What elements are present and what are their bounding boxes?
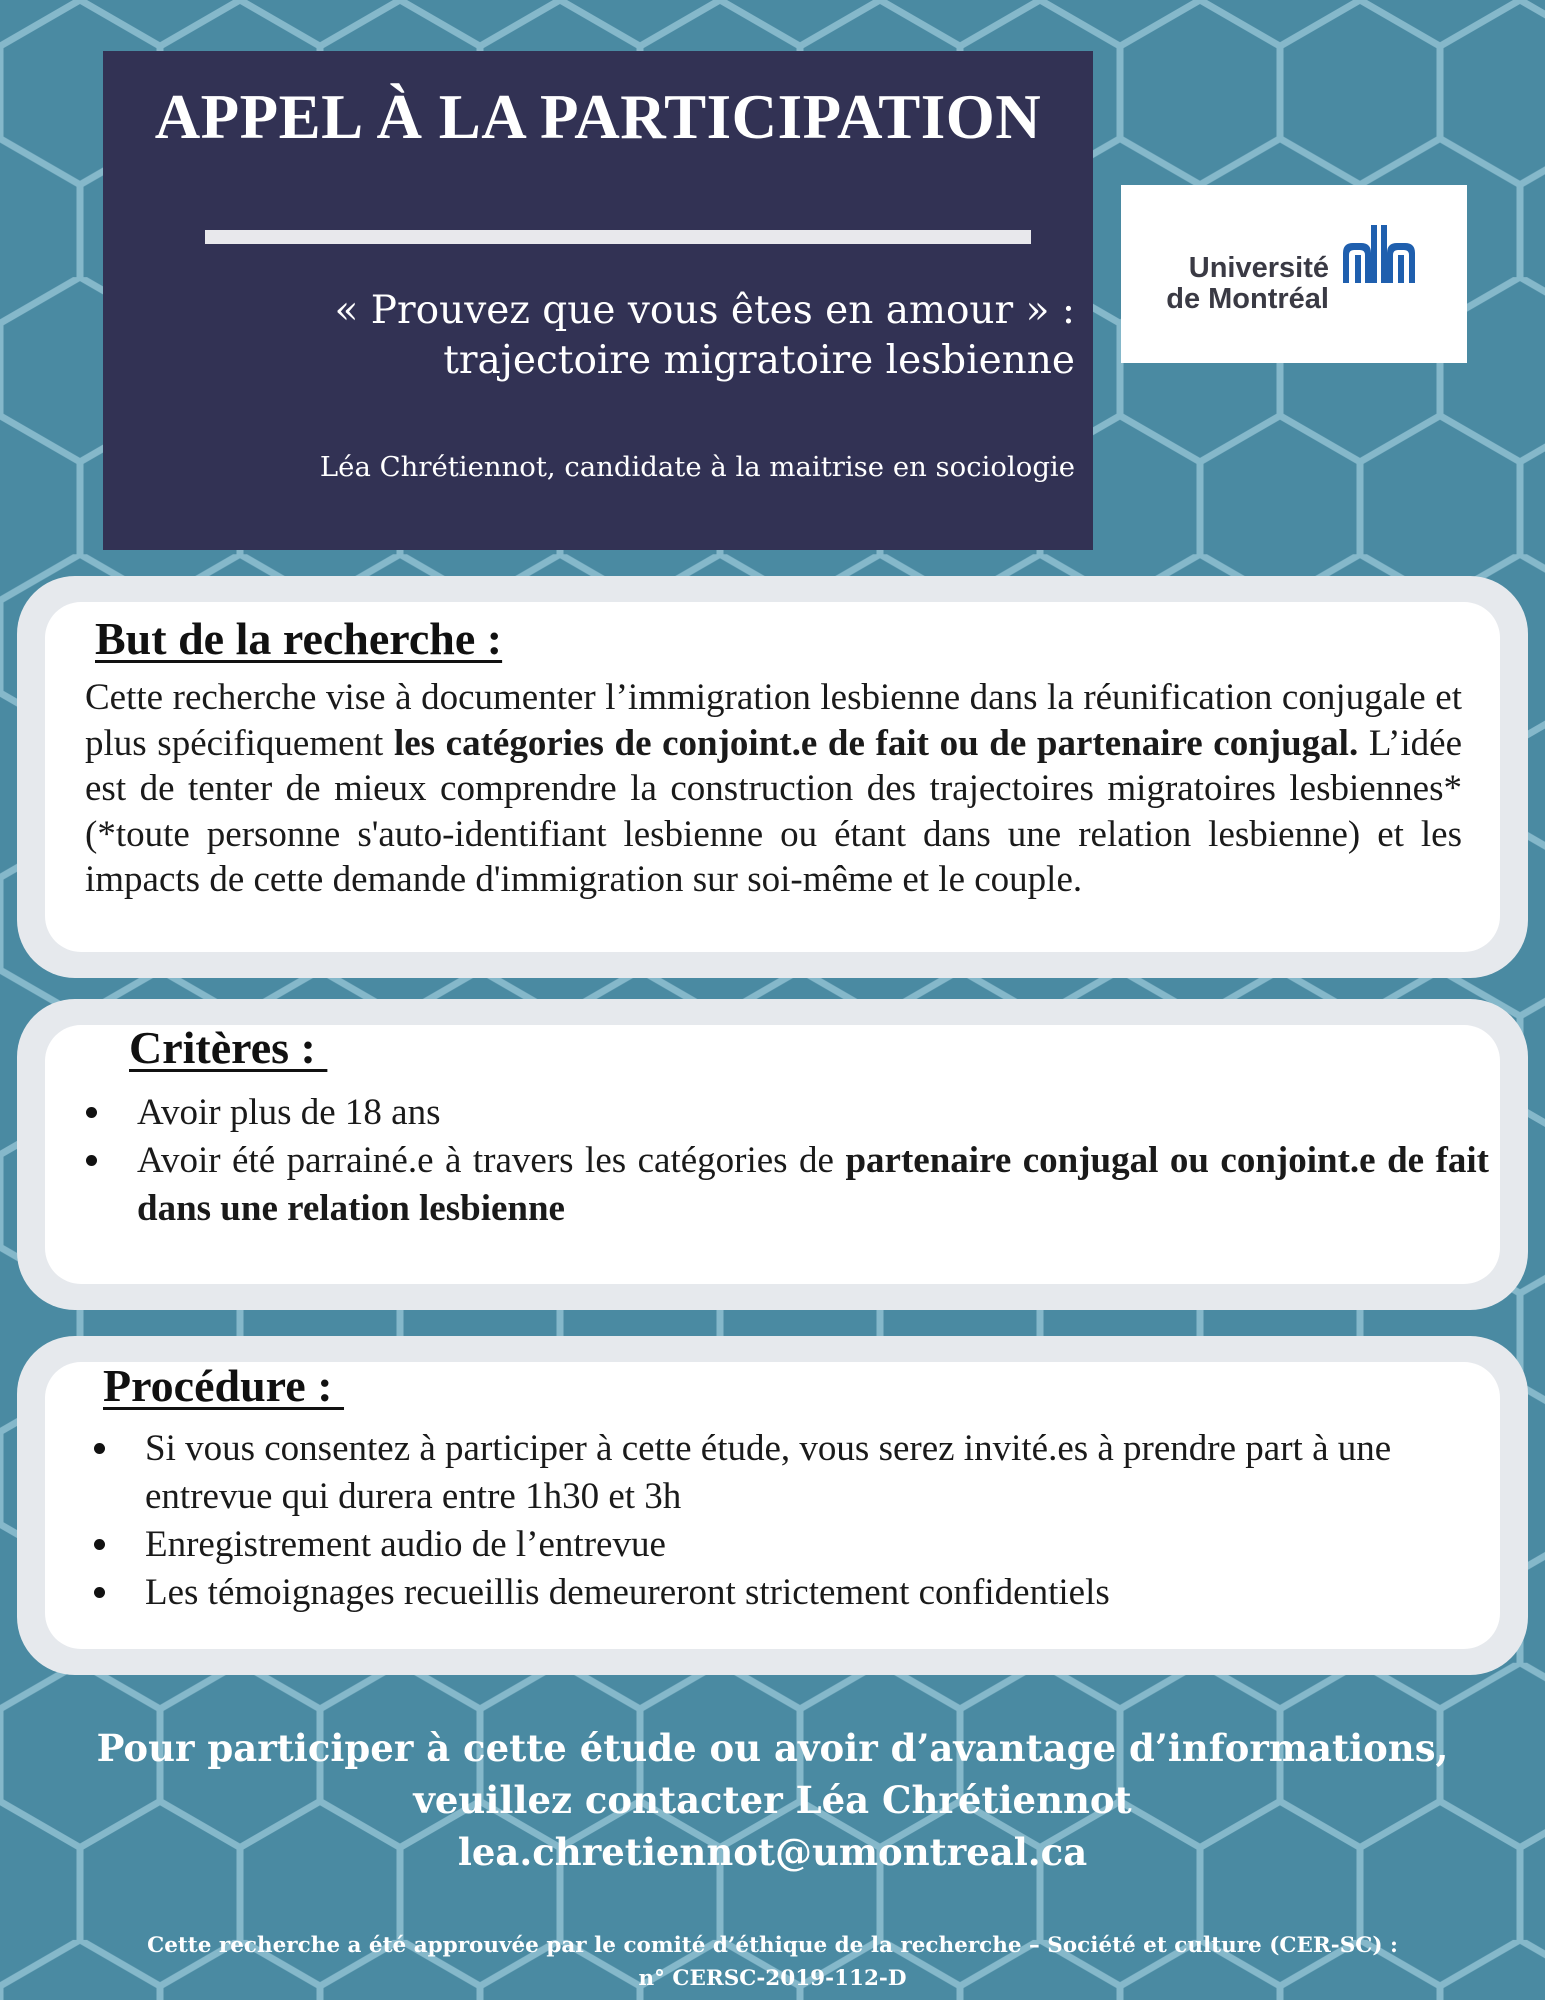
purpose-text-part-1: Cette recherche vise à documenter l’immigration lesbienne dans la réunification conjugale et plus spécifiquement [85, 677, 1462, 764]
university-logo [1121, 185, 1467, 363]
udem-building-logo-icon [1343, 225, 1415, 283]
subtitle-line-1: « Prouvez que vous êtes en amour » : [334, 288, 1075, 333]
criteria-item-1: Avoir plus de 18 ans [137, 1092, 441, 1133]
list-item [145, 1521, 1505, 1569]
purpose-text-part-2: L’idée est de tenter de mieux comprendre la construction des trajectoires migratoires lesbiennes* (*toute personne s'auto-identifiant lesbienne ou étant dans une relation lesbienne) et les impacts de cette demande d'immigration sur soi-même et le couple. [85, 722, 1462, 900]
bullet-icon [86, 1107, 97, 1118]
list-item [137, 1137, 1489, 1233]
bullet-icon [86, 1155, 97, 1166]
purpose-card [17, 576, 1528, 978]
footer-line-2: n° CERSC-2019-112-D [638, 1966, 907, 1991]
criteria-card [17, 999, 1528, 1310]
list-item [145, 1425, 1505, 1521]
logo-line-2: de Montréal [1166, 283, 1329, 316]
bullet-icon [94, 1587, 105, 1598]
criteria-item-2-text: Avoir été parrainé.e à travers les catégories de [137, 1140, 846, 1181]
logo-wordmark [1166, 253, 1329, 315]
criteria-item-2-emphasis: partenaire conjugal ou conjoint.e de fait dans une relation lesbienne [137, 1140, 1489, 1229]
study-subtitle [334, 286, 1075, 385]
procedure-item-2: Enregistrement audio de l’entrevue [145, 1524, 666, 1565]
contact-email-link[interactable]: lea.chretiennot@umontreal.ca [457, 1830, 1088, 1874]
procedure-card-content [45, 1362, 1500, 1649]
bullet-icon [94, 1443, 105, 1454]
contact-line-2: veuillez contacter Léa Chrétiennot [413, 1778, 1132, 1822]
contact-section [0, 1722, 1545, 1878]
ethics-footer [0, 1929, 1545, 1995]
logo-line-1: Université [1188, 252, 1329, 284]
page-title: APPEL À LA PARTICIPATION [154, 82, 1042, 152]
procedure-heading: Procédure : [103, 1360, 345, 1411]
title-divider [205, 230, 1031, 244]
list-item [137, 1089, 1489, 1137]
header-panel [103, 51, 1093, 550]
bullet-icon [94, 1539, 105, 1550]
purpose-heading: But de la recherche : [95, 613, 503, 664]
criteria-heading: Critères : [129, 1022, 328, 1073]
procedure-item-1: Si vous consentez à participer à cette étude, vous serez invité.es à prendre part à une entrevue qui durera entre 1h30 et 3h [145, 1428, 1392, 1517]
purpose-text-emphasis: les catégories de conjoint.e de fait ou de partenaire conjugal. [393, 722, 1359, 764]
purpose-card-content [45, 602, 1500, 952]
purpose-text [85, 675, 1462, 903]
subtitle-line-2: trajectoire migratoire lesbienne [443, 337, 1075, 383]
procedure-item-3: Les témoignages recueillis demeureront strictement confidentiels [145, 1572, 1110, 1613]
author-line: Léa Chrétiennot, candidate à la maitrise en sociologie [319, 451, 1075, 483]
procedure-card [17, 1336, 1528, 1675]
procedure-list [145, 1425, 1505, 1617]
footer-line-1: Cette recherche a été approuvée par le comité d’éthique de la recherche – Société et culture (CER-SC) : [147, 1933, 1398, 1958]
criteria-list [137, 1089, 1489, 1233]
criteria-card-content [45, 1022, 1500, 1284]
contact-line-1: Pour participer à cette étude ou avoir d’avantage d’informations, [96, 1726, 1449, 1770]
list-item [145, 1569, 1505, 1617]
